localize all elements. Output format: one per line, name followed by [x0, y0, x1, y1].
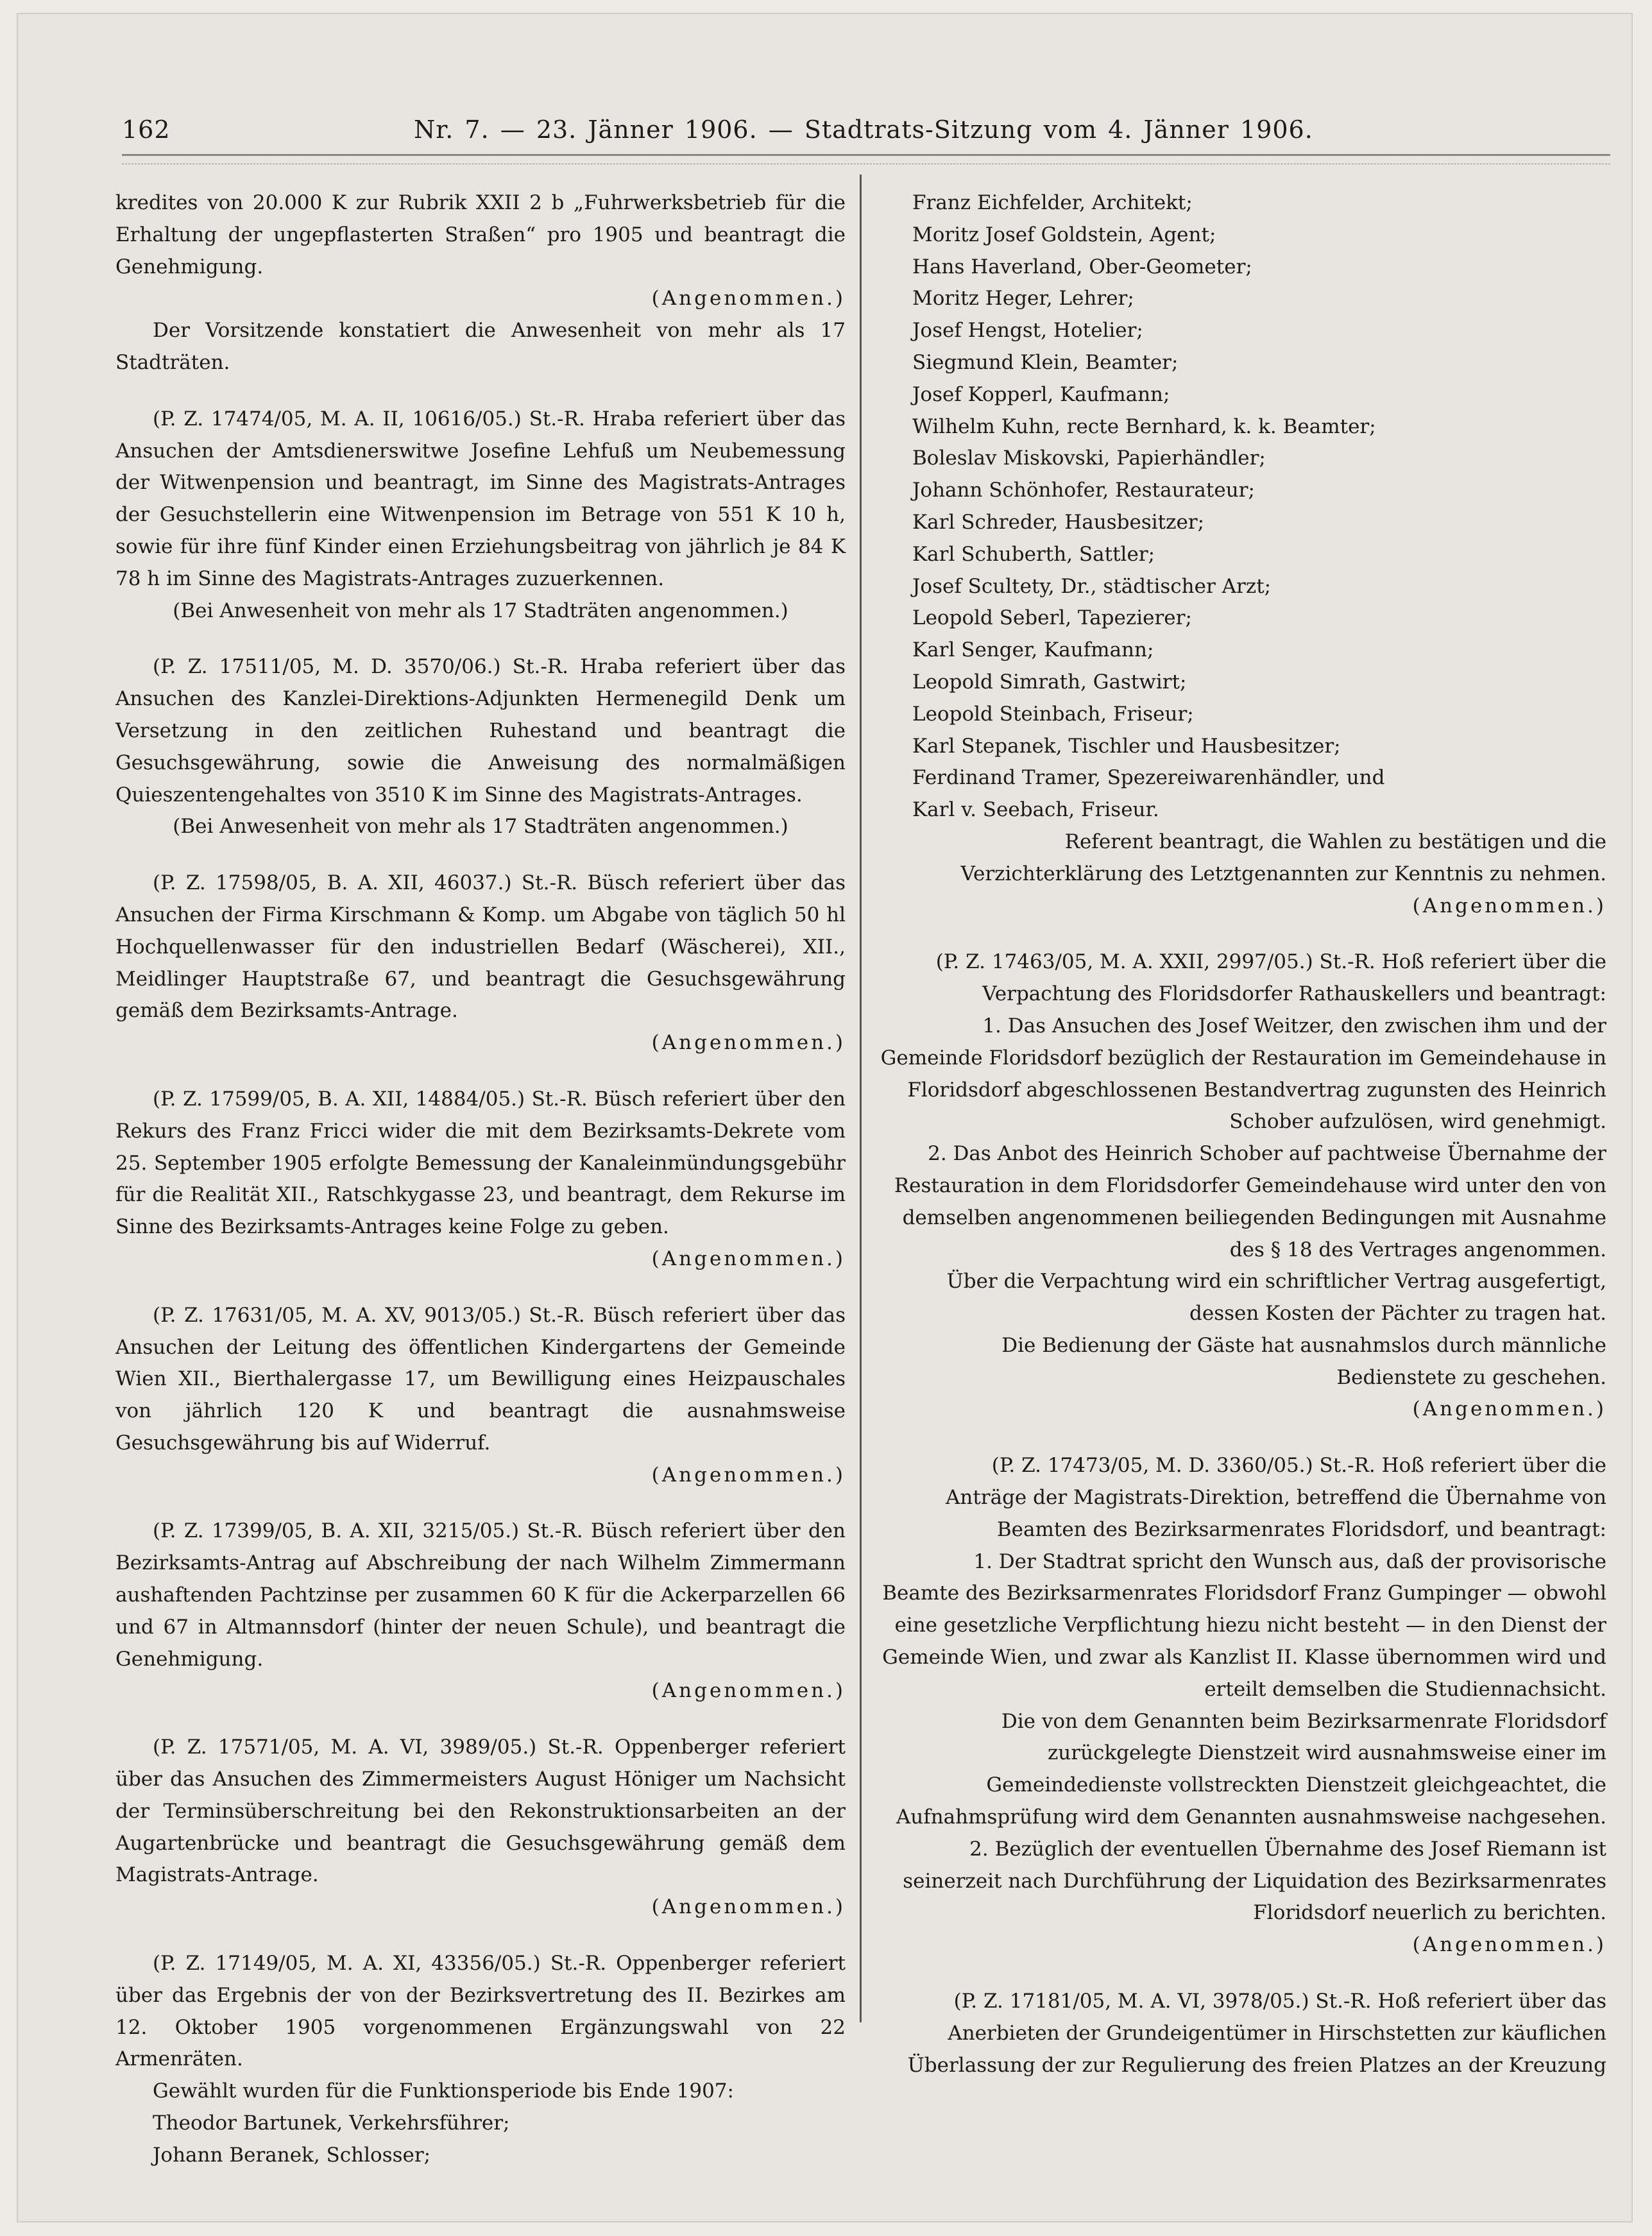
names-result: (Angenommen.) [1412, 894, 1606, 917]
agenda-point: 1. Der Stadtrat spricht den Wunsch aus, daß der provisorische Beamte des Bezirksarmenrates Floridsdorf Franz Gumpinger — obwohl eine gesetzliche Verpflichtung hiezu nicht besteht — in den Dienst der Gemeinde Wien, und zwar als Kanzlist II. Klasse übernommen wird und erteilt demselben die Studiennachsicht. [882, 1549, 1606, 1701]
right-column [876, 187, 1606, 2081]
agenda-text: (P. Z. 17631/05, M. A. XV, 9013/05.) St.-R. Büsch referiert über das Ansuchen der Leitung des öffentlichen Kindergartens der Gemeinde Wien XII., Bierthalergasse 17, um Bewilligung eines Heizpauschales von jährlich 120 K und beantragt die ausnahmsweise Gesuchsgewährung bis auf Widerruf. [115, 1303, 846, 1455]
list-item: Moritz Josef Goldstein, Agent; [912, 223, 1216, 246]
agenda-point: 2. Bezüglich der eventuellen Übernahme des Josef Riemann ist seinerzeit nach Durchführung der Liquidation des Bezirksarmenrates Floridsdorf neuerlich zu berichten. [903, 1837, 1606, 1925]
agenda-text: (P. Z. 17473/05, M. D. 3360/05.) St.-R. Hoß referiert über die Anträge der Magistrats-Direktion, betreffend die Übernahme von Beamten des Bezirksarmenrates Floridsdorf, und beantragt: [945, 1454, 1606, 1541]
elected-name: Theodor Bartunek, Verkehrsführer; [153, 2112, 510, 2135]
agenda-result: (Bei Anwesenheit von mehr als 17 Stadträten angenommen.) [173, 815, 788, 839]
agenda-item [115, 1948, 846, 2172]
list-item: Josef Kopperl, Kaufmann; [912, 382, 1170, 406]
intro-paragraph [115, 187, 846, 379]
list-item: Leopold Steinbach, Friseur; [912, 702, 1194, 726]
names-conclusion: Referent beantragt, die Wahlen zu bestätigen und die Verzichterklärung des Letztgenannten zur Kenntnis zu nehmen. [960, 830, 1606, 885]
agenda-point: Die Bedienung der Gäste hat ausnahmslos durch männliche Bedienstete zu geschehen. [1001, 1333, 1606, 1389]
agenda-item [115, 1300, 846, 1492]
intro-result: (Angenommen.) [651, 287, 846, 311]
left-column [115, 187, 846, 2172]
elected-name: Johann Beranek, Schlosser; [153, 2143, 431, 2167]
agenda-text: (P. Z. 17511/05, M. D. 3570/06.) St.-R. Hraba referiert über das Ansuchen des Kanzlei-Direktions-Adjunkten Hermenegild Denk um Versetzung in den zeitlichen Ruhestand und beantragt die Gesuchsgewährung, sowie die Anweisung des normalmäßigen Quieszentengehaltes von 3510 K im Sinne des Magistrats-Antrages. [115, 655, 846, 806]
agenda-point: Die von dem Genannten beim Bezirksarmenrate Floridsdorf zurückgelegte Dienstzeit wird ausnahmsweise einer im Gemeindedienste vollstreckten Dienstzeit gleichgeachtet, die Aufnahmsprüfung wird dem Genannten ausnahmsweise nachgesehen. [896, 1709, 1606, 1829]
agenda-item [876, 946, 1606, 1426]
agenda-item [115, 651, 846, 843]
agenda-item [876, 1986, 1606, 2081]
list-item: Leopold Seberl, Tapezierer; [912, 606, 1192, 630]
agenda-result: (Angenommen.) [651, 1463, 846, 1487]
agenda-text: (P. Z. 17474/05, M. A. II, 10616/05.) St.-R. Hraba referiert über das Ansuchen der Amtsdienerswitwe Josefine Lehfuß um Neubemessung der Witwenpension und beantragt, im Sinne des Magistrats-Antrages der Gesuchstellerin eine Witwenpension im Betrage von 551 K 10 h, sowie für ihre fünf Kinder einen Erziehungsbeitrag von jährlich je 84 K 78 h im Sinne des Magistrats-Antrages zuzuerkennen. [115, 407, 846, 590]
list-item: Franz Eichfelder, Architekt; [912, 191, 1193, 214]
list-item: Karl v. Seebach, Friseur. [912, 798, 1159, 822]
column-divider [860, 175, 862, 2022]
agenda-point: 1. Das Ansuchen des Josef Weitzer, den zwischen ihm und der Gemeinde Floridsdorf bezüglich der Restauration im Gemeindehause in Floridsdorf abgeschlossenen Bestandvertrag zugunsten des Heinrich Schober aufzulösen, wird genehmigt. [880, 1014, 1606, 1134]
page-header [122, 110, 1571, 155]
list-item: Ferdinand Tramer, Spezereiwarenhändler, und [912, 766, 1385, 790]
agenda-point: 2. Das Anbot des Heinrich Schober auf pachtweise Übernahme der Restauration in dem Floridsdorfer Gemeindehause wird unter den von demselben angenommenen beiliegenden Bedingungen mit Ausnahme des § 18 des Vertrages angenommen. [894, 1142, 1606, 1261]
header-rule [122, 154, 1610, 164]
list-item: Hans Haverland, Ober-Geometer; [912, 255, 1252, 278]
list-item: Josef Hengst, Hotelier; [912, 319, 1143, 343]
agenda-result: (Angenommen.) [1412, 1933, 1606, 1957]
list-item: Johann Schönhofer, Restaurateur; [912, 479, 1255, 502]
elected-list [876, 187, 1606, 922]
list-item: Leopold Simrath, Gastwirt; [912, 670, 1187, 694]
agenda-text: (P. Z. 17463/05, M. A. XXII, 2997/05.) St.-R. Hoß referiert über die Verpachtung des Floridsdorfer Rathauskellers und beantragt: [935, 950, 1606, 1006]
list-item: Siegmund Klein, Beamter; [912, 350, 1179, 374]
agenda-text: (P. Z. 17181/05, M. A. VI, 3978/05.) St.-R. Hoß referiert über das Anerbieten der Grundeigentümer in Hirschstetten zur käuflichen Überlassung der zur Regulierung des freien Platzes an der Kreuzung [907, 1990, 1606, 2077]
agenda-result: (Angenommen.) [651, 1031, 846, 1055]
list-item: Moritz Heger, Lehrer; [912, 287, 1134, 311]
list-item: Karl Senger, Kaufmann; [912, 638, 1154, 662]
agenda-result: (Angenommen.) [651, 1895, 846, 1919]
agenda-item [115, 1084, 846, 1276]
agenda-result: (Bei Anwesenheit von mehr als 17 Stadträten angenommen.) [173, 599, 788, 622]
intro-text: kredites von 20.000 K zur Rubrik XXII 2 b „Fuhrwerksbetrieb für die Erhaltung der ungepflasterten Straßen“ pro 1905 und beantragt die Genehmigung. [115, 191, 846, 278]
agenda-text: (P. Z. 17571/05, M. A. VI, 3989/05.) St.-R. Oppenberger referiert über das Ansuchen des Zimmermeisters August Höniger um Nachsicht der Terminsüberschreitung bei den Rekonstruktionsarbeiten an der Augartenbrücke und beantragt die Gesuchsgewährung gemäß dem Magistrats-Antrage. [115, 1736, 846, 1887]
agenda-text: (P. Z. 17399/05, B. A. XII, 3215/05.) St.-R. Büsch referiert über den Bezirksamts-Antrag auf Abschreibung der nach Wilhelm Zimmermann aushaftenden Pachtzinse per zusammen 60 K für die Ackerparzellen 66 und 67 in Altmannsdorf (hinter der neuen Schule), und beantragt die Genehmigung. [115, 1519, 846, 1671]
agenda-text: (P. Z. 17599/05, B. A. XII, 14884/05.) St.-R. Büsch referiert über den Rekurs des Franz Fricci wider die mit dem Bezirksamts-Dekrete vom 25. September 1905 erfolgte Bemessung der Kanaleinmündungsgebühr für die Realität XII., Ratschkygasse 23, und beantragt, dem Rekurse im Sinne des Bezirksamts-Antrages keine Folge zu geben. [115, 1087, 846, 1239]
agenda-text: (P. Z. 17598/05, B. A. XII, 46037.) St.-R. Büsch referiert über das Ansuchen der Firma Kirschmann & Komp. um Abgabe von täglich 50 hl Hochquellenwasser für den industriellen Bedarf (Wäscherei), XII., Meidlinger Hauptstraße 67, und beantragt die Gesuchsgewährung gemäß dem Bezirksamts-Antrage. [115, 871, 846, 1023]
agenda-result: (Angenommen.) [651, 1679, 846, 1703]
page-number: 162 [122, 115, 171, 144]
agenda-result: (Angenommen.) [1412, 1397, 1606, 1421]
agenda-item [115, 1732, 846, 1924]
agenda-item [115, 404, 846, 627]
page-sheet [17, 13, 1633, 2223]
list-item: Karl Stepanek, Tischler und Hausbesitzer; [912, 734, 1341, 758]
agenda-result: (Angenommen.) [651, 1247, 846, 1270]
elected-intro: Gewählt wurden für die Funktionsperiode bis Ende 1907: [153, 2079, 734, 2103]
list-item: Josef Scultety, Dr., städtischer Arzt; [912, 574, 1272, 598]
chair-statement: Der Vorsitzende konstatiert die Anwesenheit von mehr als 17 Stadträten. [115, 319, 846, 374]
agenda-item [876, 1450, 1606, 1961]
list-item: Wilhelm Kuhn, recte Bernhard, k. k. Beamter; [912, 414, 1376, 438]
list-item: Boleslav Miskovski, Papierhändler; [912, 447, 1266, 470]
list-item: Karl Schuberth, Sattler; [912, 542, 1155, 566]
page-running-title: Nr. 7. — 23. Jänner 1906. — Stadtrats-Sitzung vom 4. Jänner 1906. [414, 115, 1313, 144]
agenda-point: Über die Verpachtung wird ein schriftlicher Vertrag ausgefertigt, dessen Kosten der Pächter zu tragen hat. [946, 1270, 1606, 1326]
agenda-item [115, 1515, 846, 1707]
list-item: Karl Schreder, Hausbesitzer; [912, 510, 1205, 534]
agenda-text: (P. Z. 17149/05, M. A. XI, 43356/05.) St.-R. Oppenberger referiert über das Ergebnis der von der Bezirksvertretung des II. Bezirkes am 12. Oktober 1905 vorgenommenen Ergänzungswahl von 22 Armenräten. [115, 1952, 846, 2071]
agenda-item [115, 867, 846, 1059]
